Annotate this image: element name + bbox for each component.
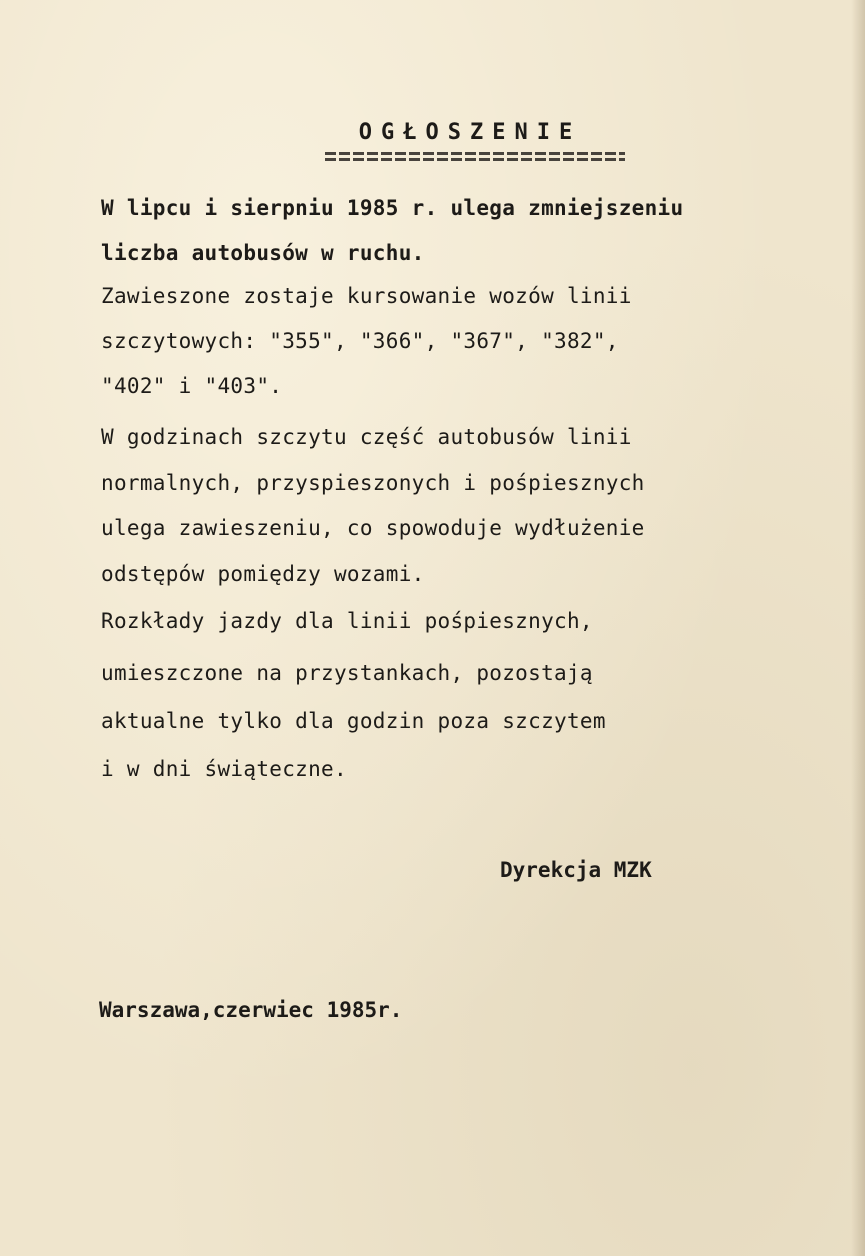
- text-line-4: szczytowych: "355", "366", "367", "382",: [101, 329, 619, 353]
- signature: Dyrekcja MZK: [500, 858, 652, 882]
- place-and-date: Warszawa,czerwiec 1985r.: [99, 998, 403, 1022]
- text-line-3: Zawieszone zostaje kursowanie wozów linii: [101, 284, 632, 308]
- notice-title: OGŁOSZENIE: [358, 120, 582, 145]
- text-line-13: i w dni świąteczne.: [101, 757, 347, 781]
- text-line-9: odstępów pomiędzy wozami.: [101, 562, 425, 586]
- text-line-11: umieszczone na przystankach, pozostają: [101, 661, 593, 685]
- title-underline: [325, 152, 625, 161]
- text-line-2: liczba autobusów w ruchu.: [101, 241, 425, 265]
- text-line-6: W godzinach szczytu część autobusów linii: [101, 425, 632, 449]
- text-line-1: W lipcu i sierpniu 1985 r. ulega zmniejszeniu: [101, 196, 684, 220]
- text-line-12: aktualne tylko dla godzin poza szczytem: [101, 709, 606, 733]
- text-line-10: Rozkłady jazdy dla linii pośpiesznych,: [101, 609, 593, 633]
- text-line-8: ulega zawieszeniu, co spowoduje wydłużenie: [101, 516, 645, 540]
- paper-edge-shadow: [851, 0, 865, 1256]
- text-line-5: "402" i "403".: [101, 374, 283, 398]
- text-line-7: normalnych, przyspieszonych i pośpiesznych: [101, 471, 645, 495]
